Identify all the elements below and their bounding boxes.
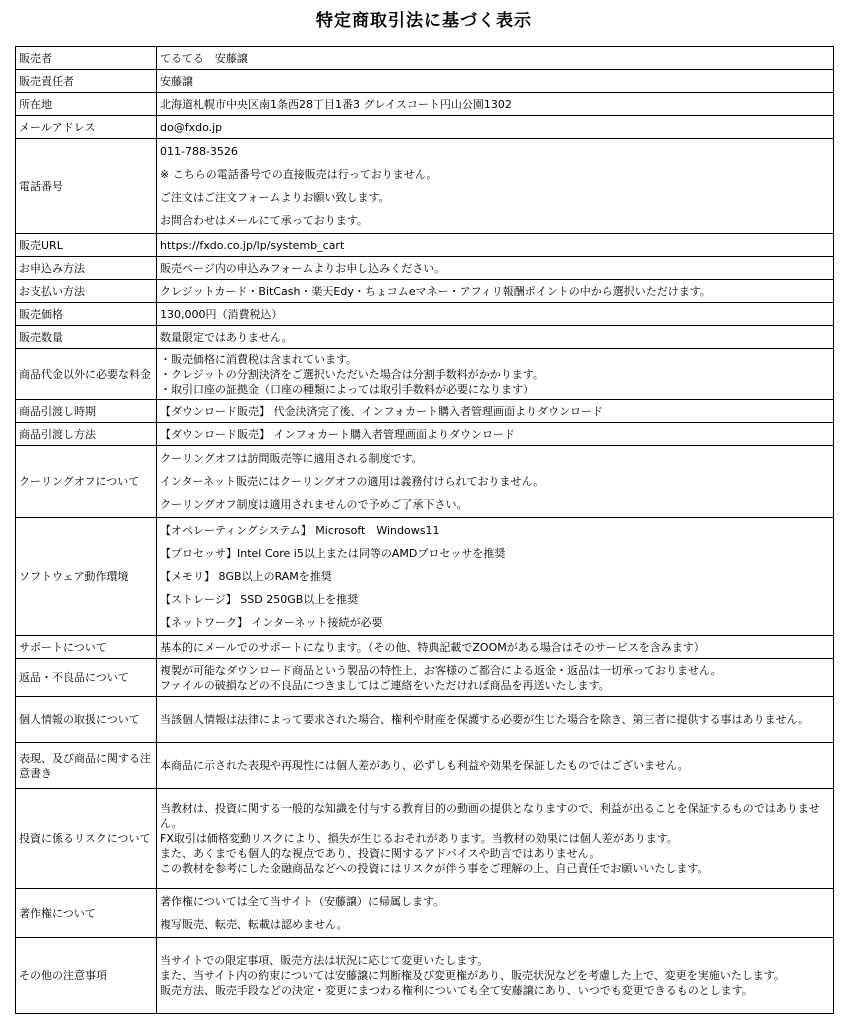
value-line: ・販売価格に消費税は含まれています。 <box>160 352 358 366</box>
row-label: 所在地 <box>16 93 157 116</box>
row-label: 販売URL <box>16 234 157 257</box>
table-row <box>16 697 834 743</box>
row-value <box>157 889 834 938</box>
table-row <box>16 116 834 139</box>
value-line: また、あくまでも個人的な視点であり、投資に関するアドバイスや助言ではありません。 <box>160 847 601 860</box>
value-line: 数量限定ではありません。 <box>160 330 293 344</box>
row-label: 販売責任者 <box>16 70 157 93</box>
table-row <box>16 518 834 636</box>
value-line: お問合わせはメールにて承っております。 <box>160 214 368 227</box>
table-row <box>16 349 834 400</box>
value-line: 複写販売、転売、転載は認めません。 <box>160 918 348 931</box>
table-row <box>16 743 834 789</box>
value-line: do@fxdo.jp <box>160 120 223 134</box>
row-value <box>157 70 834 93</box>
table-row <box>16 938 834 1014</box>
row-value <box>157 234 834 257</box>
value-line: 著作権については全て当サイト（安藤譲）に帰属します。 <box>160 895 445 908</box>
value-line: 【プロセッサ】Intel Core i5以上または同等のAMDプロセッサを推奨 <box>160 547 506 560</box>
table-row <box>16 234 834 257</box>
table-row <box>16 659 834 697</box>
value-line: この教材を参考にした金融商品などへの投資にはリスクが伴う事をご理解の上、自己責任でお願いいたします。 <box>160 862 709 875</box>
value-line: ※ こちらの電話番号での直接販売は行っておりません。 <box>160 168 438 181</box>
table-row <box>16 139 834 234</box>
row-value <box>157 518 834 636</box>
row-value <box>157 116 834 139</box>
row-label: 電話番号 <box>16 139 157 234</box>
value-line: 当教材は、投資に関する一般的な知識を付与する教育目的の動画の提供となりますので、利益が出ることを保証するものではありません。 <box>160 802 820 830</box>
row-value <box>157 47 834 70</box>
row-value <box>157 326 834 349</box>
value-line: インターネット販売にはクーリングオフの適用は義務付けられておりません。 <box>160 475 545 488</box>
table-row <box>16 636 834 659</box>
table-row <box>16 400 834 423</box>
row-label: お支払い方法 <box>16 280 157 303</box>
row-label: 販売者 <box>16 47 157 70</box>
value-line: 【メモリ】 8GB以上のRAMを推奨 <box>160 570 332 583</box>
row-label: 商品代金以外に必要な料金 <box>16 349 157 400</box>
row-value <box>157 938 834 1014</box>
row-label: 商品引渡し時期 <box>16 400 157 423</box>
row-label: 返品・不良品について <box>16 659 157 697</box>
row-value <box>157 423 834 446</box>
value-line: 011-788-3526 <box>160 145 238 158</box>
table-row <box>16 889 834 938</box>
row-value <box>157 139 834 234</box>
value-line: 【オペレーティングシステム】 Microsoft Windows11 <box>160 524 440 537</box>
row-value <box>157 280 834 303</box>
value-line: 【ダウンロード販売】 インフォカート購入者管理画面よりダウンロード <box>160 427 515 441</box>
row-value <box>157 743 834 789</box>
row-label: サポートについて <box>16 636 157 659</box>
value-line: 【ストレージ】 SSD 250GB以上を推奨 <box>160 593 359 606</box>
value-line: 基本的にメールでのサポートになります。（その他、特典記載でZOOMがある場合はそのサービスを含みます） <box>160 640 705 654</box>
value-line: 北海道札幌市中央区南1条西28丁目1番3 グレイスコート円山公園1302 <box>160 97 512 111</box>
value-line: 【ネットワーク】 インターネット接続が必要 <box>160 616 383 629</box>
row-value <box>157 659 834 697</box>
row-value <box>157 400 834 423</box>
value-line: クレジットカード・BitCash・楽天Edy・ちょコムeマネー・アフィリ報酬ポイントの中から選択いただけます。 <box>160 284 711 298</box>
row-label: 投資に係るリスクについて <box>16 789 157 889</box>
legal-disclosure-table <box>15 46 834 1014</box>
value-line: 販売ページ内の申込みフォームよりお申し込みください。 <box>160 261 446 275</box>
value-line: 本商品に示された表現や再現性には個人差があり、必ずしも利益や効果を保証したものではございません。 <box>160 759 689 772</box>
value-line: 当該個人情報は法律によって要求された場合、権利や財産を保護する必要が生じた場合を除き、第三者に提供する事はありません。 <box>160 713 810 726</box>
row-value <box>157 257 834 280</box>
table-row <box>16 47 834 70</box>
page-title: 特定商取引法に基づく表示 <box>316 11 532 31</box>
value-line: ご注文はご注文フォームよりお願い致します。 <box>160 191 390 204</box>
row-value <box>157 446 834 518</box>
row-value <box>157 349 834 400</box>
row-label: メールアドレス <box>16 116 157 139</box>
value-line: ・クレジットの分割決済をご選択いただいた場合は分割手数料がかかります。 <box>160 367 544 381</box>
row-label: ソフトウェア動作環境 <box>16 518 157 636</box>
value-line: 【ダウンロード販売】 代金決済完了後、インフォカート購入者管理画面よりダウンロード <box>160 404 603 418</box>
value-line: また、当サイト内の約束については安藤譲に判断権及び変更権があり、販売状況などを考慮した上で、変更を実施いたします。 <box>160 969 785 982</box>
value-line: 販売方法、販売手段などの決定・変更にまつわる権利についても全て安藤譲にあり、いつでも変更できるものとします。 <box>160 984 753 997</box>
table-body <box>16 47 834 1014</box>
table-row <box>16 789 834 889</box>
table-row <box>16 93 834 116</box>
value-line: 130,000円（消費税込） <box>160 307 283 321</box>
value-line: ・取引口座の証拠金（口座の種類によっては取引手数料が必要になります） <box>160 382 534 396</box>
value-line: 複製が可能なダウンロード商品という製品の特性上、お客様のご都合による返金・返品は一切承っておりません。 <box>160 663 722 677</box>
row-label: お申込み方法 <box>16 257 157 280</box>
row-label: 表現、及び商品に関する注意書き <box>16 743 157 789</box>
row-label: 商品引渡し方法 <box>16 423 157 446</box>
row-label: 販売数量 <box>16 326 157 349</box>
row-label: 個人情報の取扱について <box>16 697 157 743</box>
table-row <box>16 70 834 93</box>
value-line: FX取引は価格変動リスクにより、損失が生じるおそれがあります。当教材の効果には個人差があります。 <box>160 832 678 845</box>
value-line: 安藤譲 <box>160 74 193 88</box>
value-line: クーリングオフは訪問販売等に適用される制度です。 <box>160 452 423 465</box>
row-label: 販売価格 <box>16 303 157 326</box>
table-row <box>16 326 834 349</box>
table-row <box>16 446 834 518</box>
table-row <box>16 257 834 280</box>
row-label: 著作権について <box>16 889 157 938</box>
row-value <box>157 636 834 659</box>
value-line: 当サイトでの限定事項、販売方法は状況に応じて変更いたします。 <box>160 954 489 967</box>
row-label: クーリングオフについて <box>16 446 157 518</box>
value-line: てるてる 安藤譲 <box>160 51 248 65</box>
row-value <box>157 697 834 743</box>
value-line: クーリングオフ制度は適用されませんので予めご了承下さい。 <box>160 498 468 511</box>
row-value <box>157 93 834 116</box>
table-row <box>16 280 834 303</box>
row-value <box>157 789 834 889</box>
table-row <box>16 303 834 326</box>
table-row <box>16 423 834 446</box>
row-label: その他の注意事項 <box>16 938 157 1014</box>
value-line: ファイルの破損などの不良品につきましてはご連絡をいただければ商品を再送いたします。 <box>160 678 610 692</box>
value-line: https://fxdo.co.jp/lp/systemb_cart <box>160 238 345 252</box>
row-value <box>157 303 834 326</box>
